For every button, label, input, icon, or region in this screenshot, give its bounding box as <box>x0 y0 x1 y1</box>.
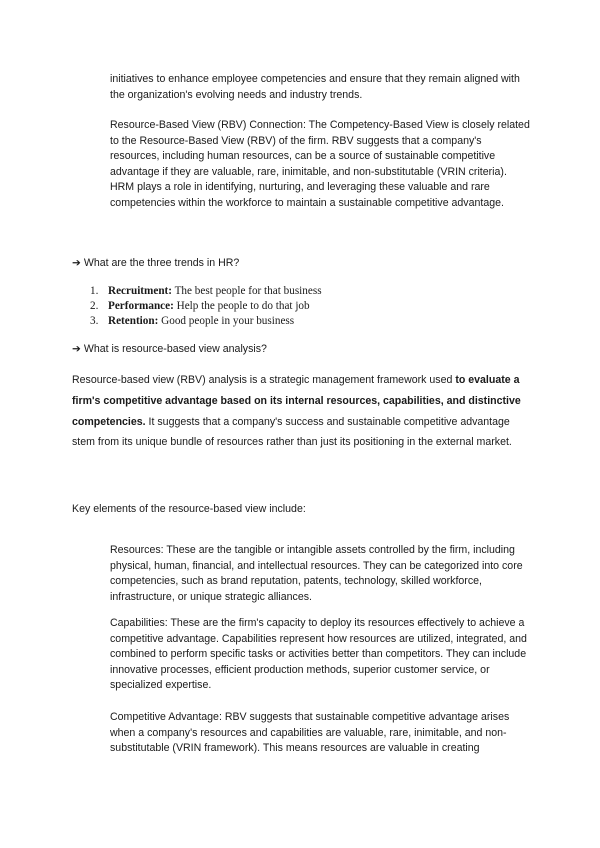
question-rbv-analysis: ➔ What is resource-based view analysis? <box>72 343 267 355</box>
paragraph-competitive-advantage: Competitive Advantage: RBV suggests that sustainable competitive advantage arises when a company's resources and capabilities are valuable, rare, inimitable, and non-substitutable (VRIN framework). This means resources are valuable in creating <box>110 711 510 755</box>
rbv-def-post: It suggests that a company's success and sustainable competitive advantage stem from its unique bundle of resources rather than just its positioning in the external market. <box>72 415 512 449</box>
trend-desc: The best people for that business <box>172 285 322 297</box>
paragraph-resources: Resources: These are the tangible or intangible assets controlled by the firm, including physical, human, financial, and intellectual resources. They can be categorized into core competencies, such as brand reputation, patents, technology, skilled workforce, infrastructure, or unique strategic alliances. <box>110 544 523 603</box>
trend-desc: Help the people to do that job <box>173 300 310 313</box>
paragraph-rbv-connection: Resource-Based View (RBV) Connection: The Competency-Based View is closely related to the Resource-Based View (RBV) of the firm. RBV suggests that a company's resources, including human resources, can be a source of sustainable competitive advantage if they are valuable, rare, inimitable, and non-substitutable (VRIN criteria). HRM plays a role in identifying, nurturing, and leveraging these valuable and rare competencies within the workforce to maintain a sustainable competitive advantage. <box>110 119 530 209</box>
list-item <box>90 314 530 329</box>
paragraph-initiatives: initiatives to enhance employee competencies and ensure that they remain aligned with the organization's evolving needs and industry trends. <box>110 73 520 101</box>
trend-term: Performance: <box>108 300 174 313</box>
rbv-def-pre: Resource-based view (RBV) analysis is a strategic management framework used <box>72 374 456 386</box>
trends-list <box>90 284 530 330</box>
trend-term: Retention: <box>108 315 159 328</box>
list-item <box>90 284 530 299</box>
list-number: 1. <box>90 285 99 297</box>
rbv-def-bold: to evaluate a firm's competitive advantage based on its internal resources, capabilities, and distinctive competencies. <box>72 374 521 428</box>
list-item <box>90 299 530 314</box>
list-number: 3. <box>90 315 99 328</box>
paragraph-capabilities: Capabilities: These are the firm's capacity to deploy its resources effectively to achieve a competitive advantage. Capabilities represent how resources are utilized, integrated, and combined to perform specific tasks or activities better than competitors. They can include innovative processes, efficient production methods, superior customer service, or specialized expertise. <box>110 617 527 692</box>
paragraph-rbv-definition <box>72 370 532 453</box>
trend-term: Recruitment: <box>108 285 172 297</box>
trend-desc: Good people in your business <box>158 315 295 328</box>
list-number: 2. <box>90 300 99 313</box>
question-hr-trends: ➔ What are the three trends in HR? <box>72 257 240 269</box>
key-elements-intro: Key elements of the resource-based view include: <box>72 503 306 515</box>
